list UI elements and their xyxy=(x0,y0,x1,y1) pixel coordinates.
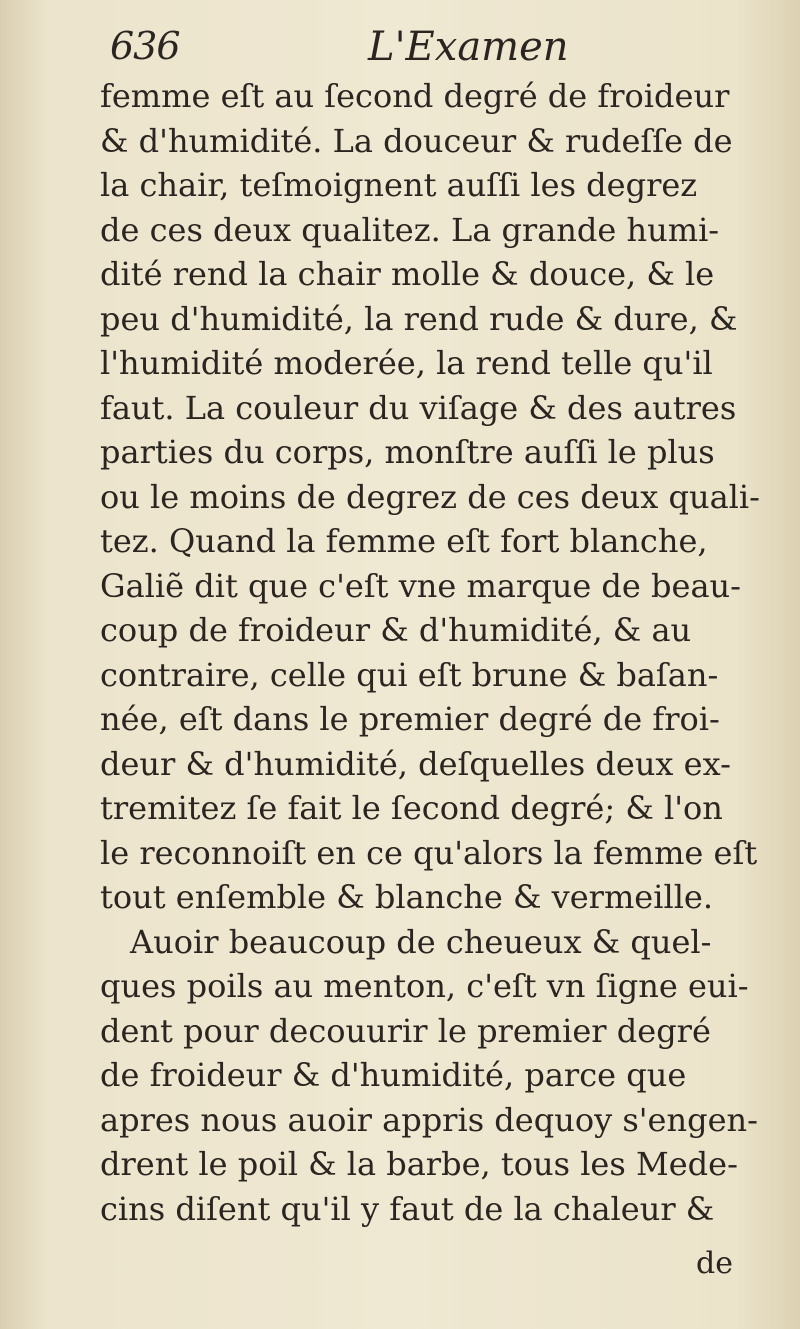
text-line: ou le moins de degrez de ces deux quali- xyxy=(100,477,760,516)
catchword: de xyxy=(696,1246,733,1281)
text-line: Galiẽ dit que c'eſt vne marque de beau- xyxy=(100,566,741,605)
text-line: le reconnoiſt en ce qu'alors la femme eſt xyxy=(100,833,758,872)
text-line: ques poils au menton, c'eſt vn ſigne eui- xyxy=(100,967,749,1005)
text-line: deur & d'humidité, deſquelles deux ex- xyxy=(100,744,731,783)
text-line: & d'humidité. La douceur & rudeſſe de xyxy=(100,121,733,160)
text-line: peu d'humidité, la rend rude & dure, & xyxy=(100,299,738,338)
text-line: coup de froideur & d'humidité, & au xyxy=(100,611,692,649)
text-line: de ces deux qualitez. La grande humi- xyxy=(100,210,720,249)
body-text xyxy=(100,74,768,1231)
text-line: drent le poil & la barbe, tous les Mede- xyxy=(100,1145,738,1183)
page-number: 636 xyxy=(110,24,180,68)
text-line: dité rend la chair molle & douce, & le xyxy=(100,255,715,293)
text-line: apres nous auoir appris dequoy s'engen- xyxy=(100,1100,758,1139)
paragraph-first-line: Auoir beaucoup de cheueux & quel- xyxy=(130,922,712,961)
text-line: cins diſent qu'il y faut de la chaleur & xyxy=(100,1189,715,1228)
running-title: L'Examen xyxy=(368,24,569,70)
text-line: dent pour decouurir le premier degré xyxy=(100,1011,711,1050)
page-header xyxy=(100,22,700,74)
text-line: femme eſt au ſecond degré de froideur xyxy=(100,77,730,115)
text-line: née, eſt dans le premier degré de froi- xyxy=(100,700,720,738)
text-line: contraire, celle qui eſt brune & baſan- xyxy=(100,655,719,694)
text-line: l'humidité moderée, la rend telle qu'il xyxy=(100,344,713,382)
text-line: la chair, teſmoignent auſſi les degrez xyxy=(100,166,698,204)
text-line: tout enſemble & blanche & vermeille. xyxy=(100,878,714,916)
text-line: tez. Quand la femme eſt fort blanche, xyxy=(100,522,708,560)
text-line: tremitez ſe fait le ſecond degré; & l'on xyxy=(100,789,723,827)
text-line: de froideur & d'humidité, parce que xyxy=(100,1056,687,1094)
text-line: faut. La couleur du viſage & des autres xyxy=(100,388,737,427)
text-line: parties du corps, monſtre auſſi le plus xyxy=(100,433,715,471)
